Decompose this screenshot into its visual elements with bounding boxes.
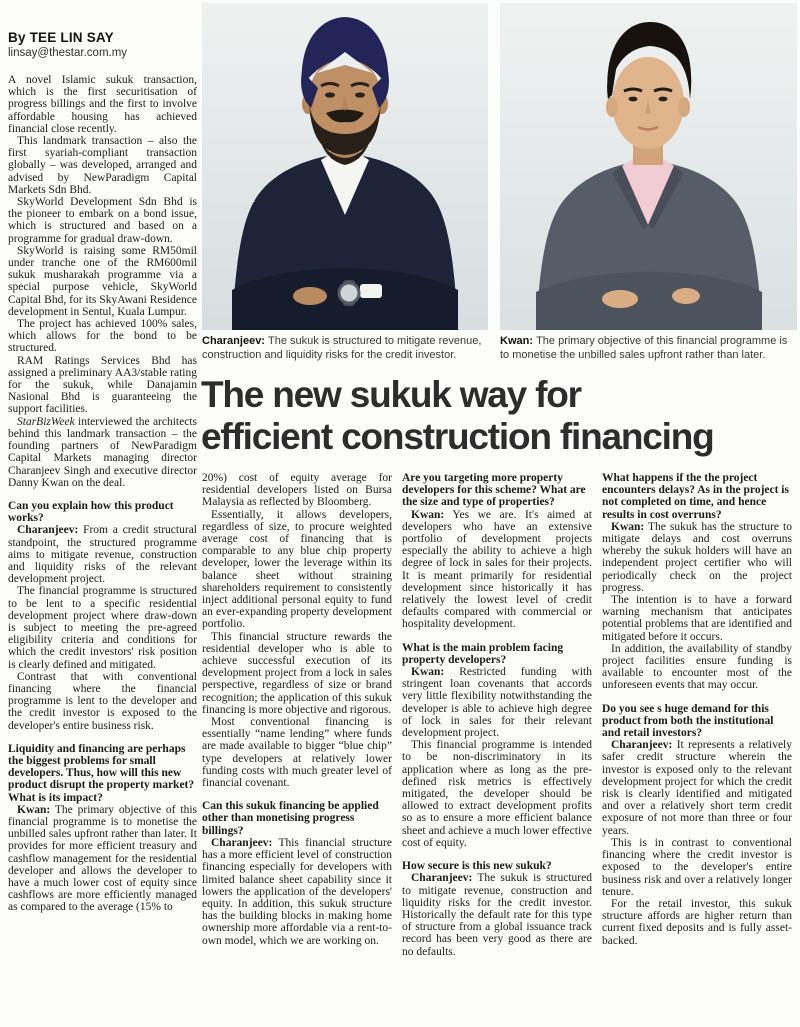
article-paragraph: A novel Islamic sukuk transaction, which is the first securitisation of progress billings and the first to involve affordable housing has achieved financial close recently.: [8, 74, 197, 135]
caption-charanjeev-name: Charanjeev:: [202, 335, 269, 347]
article-paragraph: Kwan: The sukuk has the structure to mitigate delays and cost overruns whereby the sukuk holders will have an independent project certifier who will periodically check on the project progress.: [602, 520, 792, 594]
question-text: What happens if the the project encounters delays? As in the project is not completed on time, and hence results in cost overruns?: [602, 472, 789, 521]
article-column-4: [602, 472, 792, 1024]
article-paragraph: Contrast that with conventional financing where the financial programme is lent to the developer and the credit investor is exposed to the developer's entire business risk.: [8, 670, 197, 732]
question-text: Are you targeting more property developers for this scheme? What are the size and type of properties?: [402, 472, 586, 509]
article-paragraph: SkyWorld is raising some RM50mil under tranche one of the RM600mil sukuk musharakah programme via a special purpose vehicle, SkyWorld Capital Bhd, for its SkyAwani Residence development in Sentul, Kuala Lumpur.: [8, 244, 197, 318]
article-paragraph: For the retail investor, this sukuk structure affords are higher return than current fixed deposits and is fully asset-backed.: [602, 897, 792, 947]
article-column-3: [402, 472, 592, 1024]
caption-kwan-text: The primary objective of this financial programme is to monetise the unbilled sales upfront rather than later.: [500, 335, 788, 361]
article-column-1-text: [8, 74, 197, 914]
article-column-1: [8, 30, 197, 1021]
article-paragraph: The financial programme is structured to be lent to a specific residential development project where draw-down is subject to meeting the pre-agreed eligibility criteria and conditions for which the credit investors' risk position is clearly defined and mitigated.: [8, 585, 197, 671]
question-text: How secure is this new sukuk?: [402, 860, 552, 873]
article-paragraph: This financial programme is intended to be non-discriminatory in its application where as long as the pre-defined risk metrics is effectively mitigated, the developer should be allowed to extract development profits so as to ensure a more efficient balance sheet and achieve a much lower effective cost of equity.: [402, 739, 592, 849]
photo-charanjeev: [202, 3, 488, 330]
article-paragraph: This is in contrast to conventional financing where the credit investor is exposed to the developer's entire business risk and over a relatively longer tenure.: [602, 836, 792, 898]
article-paragraph: SkyWorld Development Sdn Bhd is the pioneer to embark on a bond issue, which is structured and based on a programme for gradual draw-down.: [8, 196, 197, 245]
article-paragraph: Kwan: The primary objective of this financial programme is to monetise the unbilled sales upfront rather than later. It provides for more efficient treasury and cashflow management for the residential developer and allows the developer to have a much lower cost of equity since cashflows are more efficiently managed as compared to the average (15% to: [8, 803, 197, 914]
article-paragraph: This landmark transaction – also the first syariah-compliant transaction globally – was developed, arranged and advised by NewParadigm Capital Markets Sdn Bhd.: [8, 135, 197, 196]
caption-charanjeev-text: The sukuk is structured to mitigate revenue, construction and liquidity risks for the credit investor.: [202, 335, 482, 361]
photo-kwan-illustration: [500, 3, 797, 330]
byline-author: By TEE LIN SAY: [8, 30, 114, 45]
photo-kwan: [500, 3, 797, 330]
photo-charanjeev-illustration: [202, 3, 488, 330]
article-paragraph: In addition, the availability of standby project facilities ensure funding is available to encounter most of the unforeseen events that may occur.: [602, 642, 792, 692]
article-paragraph: Charanjeev: This financial structure has a more efficient level of construction financing especially for developers with limited balance sheet capability since it lowers the application of the developers' equity. In addition, this sukuk structure has the building blocks in making home ownership more affordable via a rent-to-own model, which we are working on.: [202, 836, 392, 947]
article-column-2: [202, 472, 392, 1024]
question-text: Can you explain how this product works?: [8, 499, 174, 525]
article-paragraph: Kwan: Restricted funding with stringent loan covenants that accords very little flexibility notwithstanding the developer is able to achieve high degree of lock in sales for their relevant development project.: [402, 666, 592, 740]
caption-kwan-name: Kwan:: [500, 335, 537, 347]
headline: [201, 374, 800, 458]
article-paragraph: StarBizWeek interviewed the architects behind this landmark transaction – the founding partners of NewParadigm Capital Markets managing director Charanjeev Singh and executive director Danny Kwan on the deal.: [8, 415, 197, 489]
article-paragraph: Most conventional financing is essentially “name lending” where funds are made available to bigger “blue chip” type developers at relatively lower funding costs with much greater level of financial covenant.: [202, 716, 392, 790]
question-text: Liquidity and financing are perhaps the biggest problems for small developers. Thus, how will this new product disrupt the property market? What is its impact?: [8, 742, 195, 804]
article-paragraph: Essentially, it allows developers, regardless of size, to procure weighted average cost of financing that is comparable to any blue chip property developer, lower the leverage within its balance sheet without straining shareholders requirement to consistently inject additional personal equity to fund an ever-expanding property development portfolio.: [202, 508, 392, 631]
article-paragraph: The intention is to have a forward warning mechanism that anticipates potential problems that are identified and mitigated before it occurs.: [602, 594, 792, 643]
article-paragraph: 20%) cost of equity average for residential developers listed on Bursa Malaysia as reflected by Bloomberg.: [202, 472, 392, 509]
article-paragraph: The project has achieved 100% sales, which allows for the bond to be structured.: [8, 318, 197, 355]
article-paragraph: Kwan: Yes we are. It's aimed at developers who have an extensive portfolio of development projects especially the ability to achieve a high degree of lock in sales for their projects. It is meant primarily for residential development since historically it has relatively the lowest level of credit defaults compared with commercial or hospitality development.: [402, 508, 592, 631]
caption-kwan: [500, 335, 797, 362]
headline-line-2: efficient construction financing: [201, 416, 714, 457]
question-text: What is the main problem facing property developers?: [402, 641, 564, 666]
byline-email: linsay@thestar.com.my: [8, 47, 128, 59]
article-paragraph: Charanjeev: From a credit structural standpoint, the structured programme aims to mitigate revenue, construction and liquidity risks of the relevant development project.: [8, 524, 197, 586]
article-paragraph: This financial structure rewards the residential developer who is able to achieve successful execution of its development project from a lock in sales perspective, regardless of size or brand recognition; the application of this sukuk financing is more objective and rigorous.: [202, 630, 392, 716]
question-text: Do you see s huge demand for this product from both the institutional and retail investors?: [602, 702, 774, 740]
article-paragraph: Charanjeev: The sukuk is structured to mitigate revenue, construction and liquidity risks for the credit investor. Historically the default rate for this type of structure from a global issuance track record has been very good as there are no defaults.: [402, 872, 592, 958]
headline-line-1: The new sukuk way for: [201, 374, 581, 415]
article-paragraph: Charanjeev: It represents a relatively safer credit structure wherein the investor is exposed only to the relevant development project for which the credit risk is clearly identified and mitigated and over a relatively short term credit exposure of not more than three or four years.: [602, 739, 792, 837]
question-text: Can this sukuk financing be applied other than monetising progress billings?: [202, 800, 379, 837]
caption-charanjeev: [202, 335, 490, 362]
article-paragraph: RAM Ratings Services Bhd has assigned a preliminary AA3/stable rating for the sukuk, while Danajamin Nasional Bhd is guaranteeing the support facilities.: [8, 354, 197, 416]
